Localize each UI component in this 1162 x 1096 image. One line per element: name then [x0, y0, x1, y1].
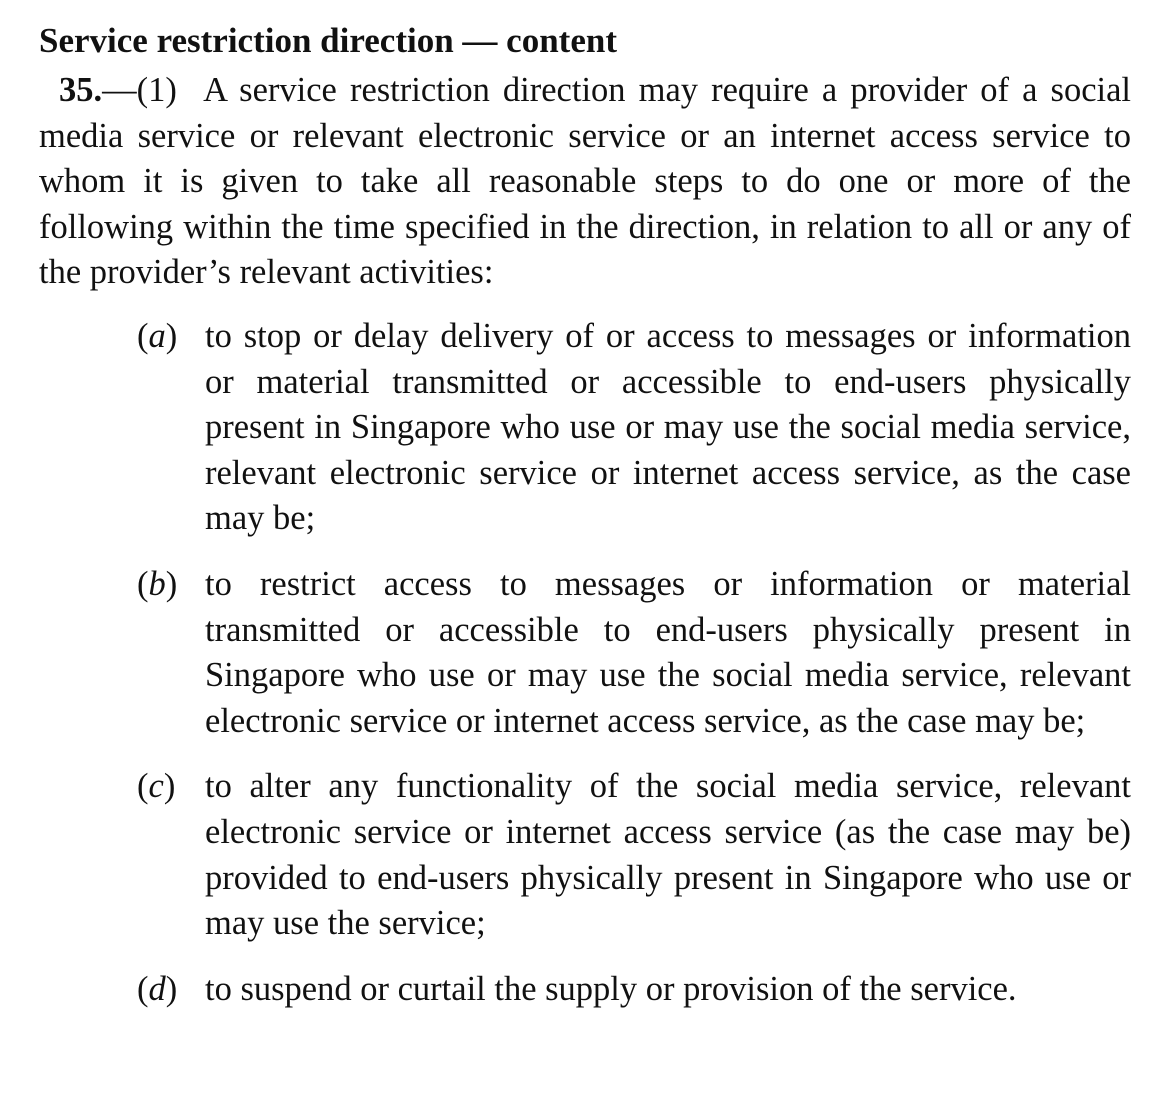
paragraph-label-b: (b) [137, 564, 178, 603]
paragraph-label-a: (a) [137, 316, 178, 355]
paragraph-b [137, 562, 1131, 744]
paragraph-text-a: to stop or delay delivery of or access to messages or information or material transmitted or accessible to end-users physically present in Singapore who use or may use the social media service, relevant electronic service or internet access service, as the case may be; [205, 316, 1131, 538]
paragraph-a [137, 314, 1131, 542]
paragraph-d [137, 967, 1131, 1013]
paragraph-label-c: (c) [137, 767, 176, 806]
paragraph-text-b: to restrict access to messages or information or material transmitted or accessible to end-users physically present in Singapore who use or may use the social media service, relevant electronic service or internet access service, as the case may be; [205, 564, 1131, 740]
section-number: 35. [59, 71, 103, 109]
section-text: A service restriction direction may require a provider of a social media service or relevant electronic service or an internet access service to whom it is given to take all reasonable steps to do one or more of the following within the time specified in the direction, in relation to all or any of the provider’s relevant activities: [39, 71, 1132, 292]
paragraph-text-d: to suspend or curtail the supply or provision of the service. [205, 969, 1017, 1008]
paragraph-text-c: to alter any functionality of the social media service, relevant electronic service or internet access service (as the case may be) provided to end-users physically present in Singapore who use or may use the service; [205, 767, 1131, 943]
section-35-intro [39, 68, 1131, 296]
paragraph-c [137, 764, 1131, 946]
document-page [39, 18, 1131, 1012]
section-heading: Service restriction direction — content [39, 21, 617, 60]
paragraph-label-d: (d) [137, 969, 178, 1008]
subsection-number: —(1) [102, 71, 177, 109]
